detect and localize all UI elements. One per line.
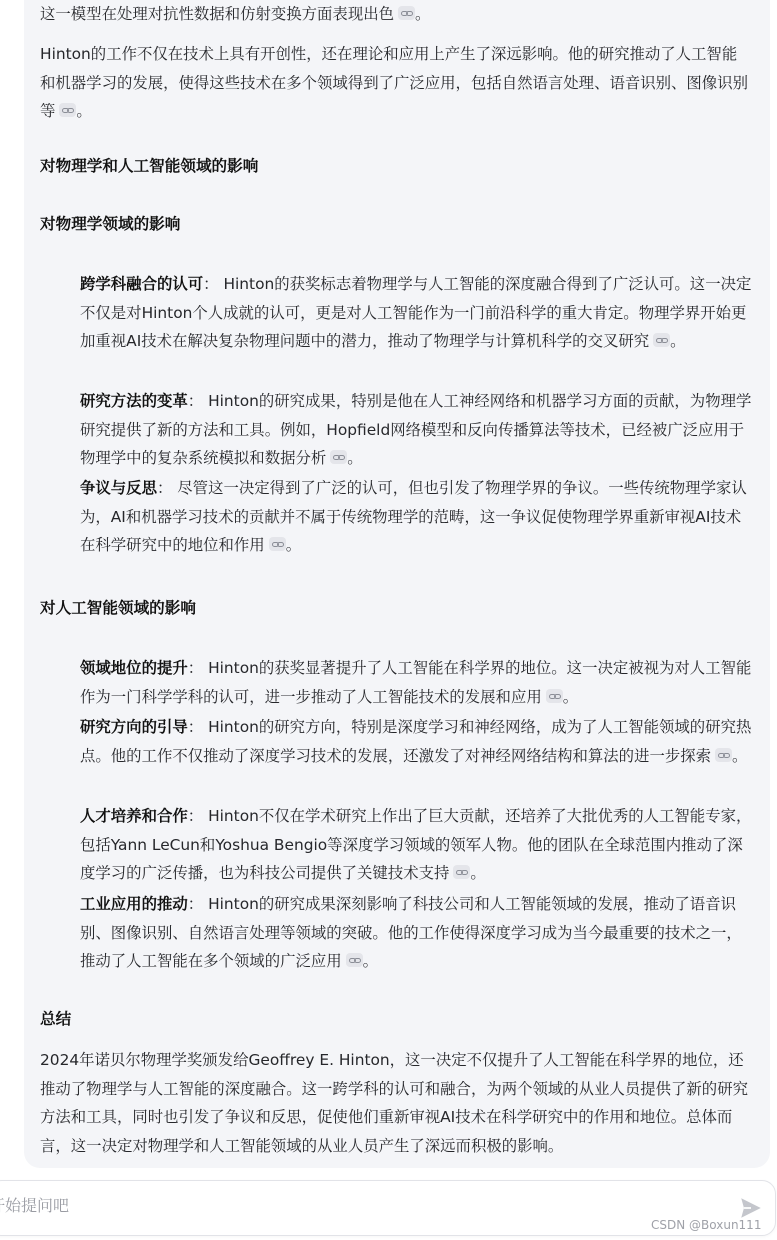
heading-summary: 总结 [40, 1010, 72, 1028]
list-item-physics-3: 争议与反思： 尽管这一决定得到了广泛的认可，但也引发了物理学界的争议。一些传统物理学家认为，AI和机器学习技术的贡献并不属于传统物理学的范畴，这一争议促使物理学界重新审视AI技术在科学研究中的地位和作用 。 [80, 479, 747, 554]
paragraph-summary: 2024年诺贝尔物理学奖颁发给Geoffrey E. Hinton，这一决定不仅提升了人工智能在科学界的地位，还推动了物理学与人工智能的深度融合。这一跨学科的认可和融合，为两个领域的从业人员提供了新的研究方法和工具，同时也引发了争议和反思，促使他们重新审视AI技术在科学研究中的作用和地位。总体而言，这一决定对物理学和人工智能领域的从业人员产生了深远而积极的影响。 [40, 1051, 748, 1155]
list-item-physics-1: 跨学科融合的认可： Hinton的获奖标志着物理学与人工智能的深度融合得到了广泛认可。这一决定不仅是对Hinton个人成就的认可，更是对人工智能作为一门前沿科学的重大肯定。物理学界开始更加重视AI技术在解决复杂物理问题中的潜力，推动了物理学与计算机科学的交叉研究 。 [80, 275, 752, 350]
heading-physics-impact: 对物理学领域的影响 [40, 215, 181, 233]
list-item-physics-2: 研究方法的变革： Hinton的研究成果，特别是他在人工神经网络和机器学习方面的贡献，为物理学研究提供了新的方法和工具。例如，Hopfield网络模型和反向传播算法等技术，已经被广泛应用于物理学中的复杂系统模拟和数据分析 。 [80, 392, 752, 467]
paragraph-hinton-influence: Hinton的工作不仅在技术上具有开创性，还在理论和应用上产生了深远影响。他的研究推动了人工智能和机器学习的发展，使得这些技术在多个领域得到了广泛应用，包括自然语言处理、语音识别、图像识别等 。 [40, 45, 748, 120]
list-item-ai-2: 研究方向的引导： Hinton的研究方向，特别是深度学习和神经网络，成为了人工智能领域的研究热点。他的工作不仅推动了深度学习技术的发展，还激发了对神经网络结构和算法的进一步探索 。 [80, 718, 752, 765]
link-icon[interactable] [330, 450, 347, 464]
heading-impact: 对物理学和人工智能领域的影响 [40, 157, 259, 175]
chat-input[interactable] [0, 1194, 589, 1220]
csdn-watermark: CSDN @Boxun111 [651, 1218, 762, 1232]
link-icon[interactable] [398, 6, 415, 20]
link-icon[interactable] [59, 103, 76, 117]
link-icon[interactable] [346, 953, 363, 967]
heading-ai-impact: 对人工智能领域的影响 [40, 599, 196, 617]
link-icon[interactable] [546, 689, 563, 703]
list-item-ai-4: 工业应用的推动： Hinton的研究成果深刻影响了科技公司和人工智能领域的发展，推动了语音识别、图像识别、自然语言处理等领域的突破。他的工作使得深度学习成为当今最重要的技术之一，推动了人工智能在多个领域的广泛应用 。 [80, 895, 742, 970]
link-icon[interactable] [453, 865, 470, 879]
list-item-ai-3: 人才培养和合作： Hinton不仅在学术研究上作出了巨大贡献，还培养了大批优秀的人工智能专家，包括Yann LeCun和Yoshua Bengio等深度学习领域的领军人物。他的团队在全球范围内推动了深度学习的广泛传播，也为科技公司提供了关键技术支持 。 [80, 807, 752, 882]
link-icon[interactable] [269, 537, 286, 551]
link-icon[interactable] [653, 333, 670, 347]
link-icon[interactable] [715, 748, 732, 762]
list-item-ai-1: 领域地位的提升： Hinton的获奖显著提升了人工智能在科学界的地位。这一决定被视为对人工智能作为一门科学学科的认可，进一步推动了人工智能技术的发展和应用 。 [80, 659, 752, 706]
paragraph-model-performance: 这一模型在处理对抗性数据和仿射变换方面表现出色 。 [40, 5, 431, 23]
